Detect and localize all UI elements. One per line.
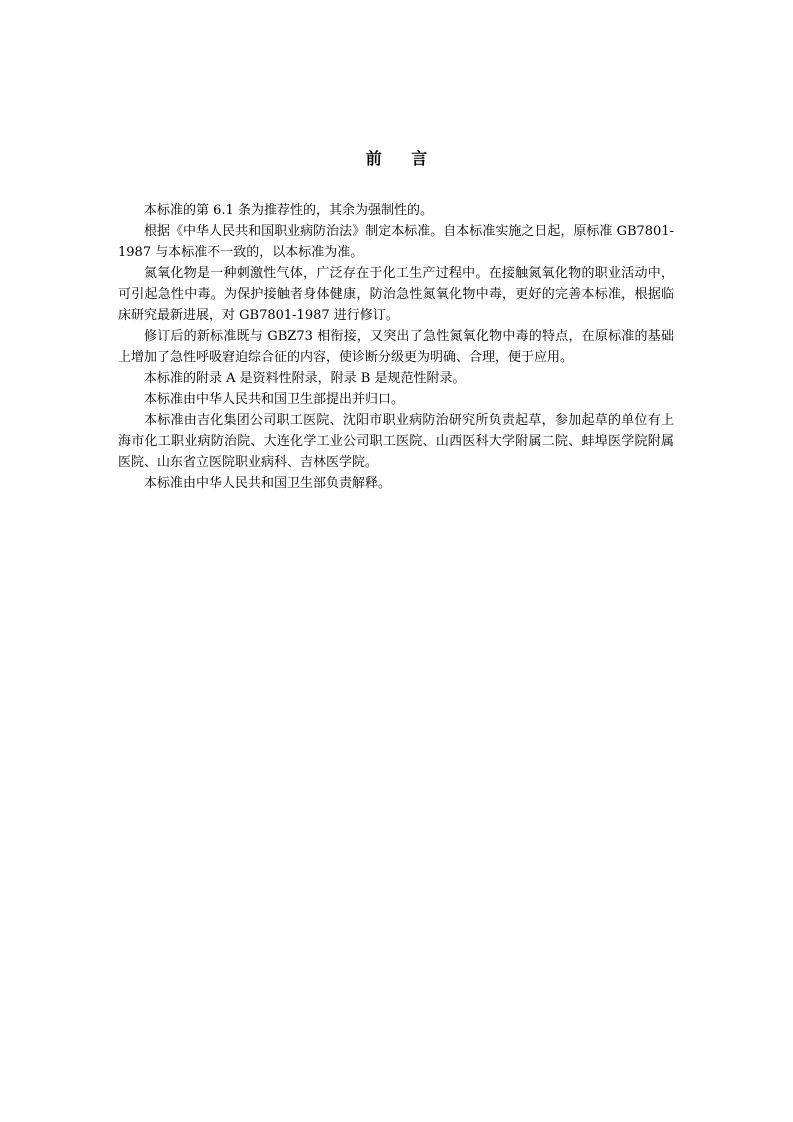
document-body (118, 200, 674, 494)
paragraph-7: 本标准由吉化集团公司职工医院、沈阳市职业病防治研究所负责起草，参加起草的单位有上海市化工职业病防治院、大连化学工业公司职工医院、山西医科大学附属二院、蚌埠医学院附属医院、山东省立医院职业病科、吉林医学院。 (118, 413, 674, 470)
paragraph-4: 修订后的新标准既与 GBZ73 相衔接，又突出了急性氮氧化物中毒的特点，在原标准的基础上增加了急性呼吸窘迫综合征的内容，使诊断分级更为明确、合理，便于应用。 (118, 329, 674, 365)
paragraph-5: 本标准的附录 A 是资料性附录，附录 B 是规范性附录。 (144, 371, 466, 386)
paragraph-3: 氮氧化物是一种刺激性气体，广泛存在于化工生产过程中。在接触氮氧化物的职业活动中，可引起急性中毒。为保护接触者身体健康，防治急性氮氧化物中毒，更好的完善本标准，根据临床研究最新进展，对 GB7801-1987 进行修订。 (118, 266, 674, 323)
paragraph-1: 本标准的第 6.1 条为推荐性的，其余为强制性的。 (144, 203, 433, 218)
page-title: 前 言 (365, 149, 440, 168)
paragraph-2: 根据《中华人民共和国职业病防治法》制定本标准。自本标准实施之日起，原标准 GB7801-1987 与本标准不一致的，以本标准为准。 (118, 224, 674, 260)
paragraph-6: 本标准由中华人民共和国卫生部提出并归口。 (144, 392, 405, 407)
paragraph-8: 本标准由中华人民共和国卫生部负责解释。 (144, 476, 392, 491)
